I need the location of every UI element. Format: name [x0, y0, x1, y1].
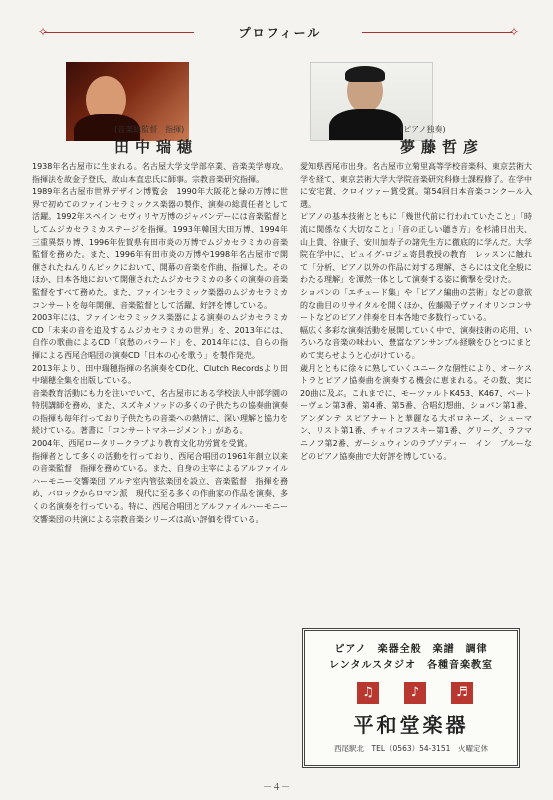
bio-paragraph: 2003年には、ファインセラミックス楽器による演奏のムジカセラミカCD「未来の音を追及するムジカセラミカの世界」を、2013年には、自作の歌曲によるCD「哀愁のバラード」を、2014年には、自らの指揮による西尾合唱団の演奏CD「日本の心を歌う」を製作発売。 — [32, 313, 288, 360]
conductor-bio — [32, 161, 288, 526]
bio-paragraph: ショパンの「エチュード集」や「ピアノ編曲の芸術」などの意欲的な曲目のリサイタルを開くほか、佐藤陽子ヴァイオリンコンサートなどのピアノ伴奏を日本各地で多数行っている。 — [300, 287, 532, 323]
page-number: －４－ — [262, 783, 290, 793]
conductor-role: (音楽総監督 指揮) — [114, 125, 185, 134]
bio-paragraph: 1938年名古屋市に生まれる。名古屋大学文学部卒業、音楽美学専攻。指揮法を故金子登氏、故山本直忠氏に師事。宗教音楽研究指揮。 — [32, 162, 288, 184]
guitar-icon: ♪ — [404, 682, 426, 704]
bio-paragraph: 2013年より、田中瑞穂指揮の名演奏をCD化、Clutch Recordsより田中瑞穂全集を出版している。 — [32, 363, 288, 386]
portrait-hair — [345, 66, 385, 82]
bio-paragraph: ピアノの基本技術とともに「幾世代前に行われていたこと」「時流に関係なく大切なこと」「音の正しい聴き方」を杉浦日出夫、山上貴、谷康子、安川加寿子の諸先生方に徹底的に学んだ。大学院在学中に、ピュイグ-ロジェ寄員教授の教育 レッスンに触れて「分析、ピアノ以外の作品に対する理解、さらには文化全般にわたる理解」を渾然一体として演奏する姿に衝撃を受けた。 — [300, 212, 532, 285]
ad-icon-row — [357, 682, 473, 704]
music-notes-icon: ♬ — [451, 682, 473, 704]
page-title: プロフィール — [238, 26, 322, 40]
bio-paragraph: 指揮者として多くの活動を行っており、西尾合唱団の1961年創立以来の音楽監督 指揮を務めている。また、自身の主宰によるアルファイルハーモニー交響楽団 アルテ室内管弦楽団を設立、音楽監督 指揮を務め、バロックからロマン派 現代に至る多くの作曲家の作品を演奏、多くの名演奏を行っている。特に、西尾合唱団とアルファイルハーモニー交響楽団の共演による宗教音楽シリーズは高い評価を得ている。 — [32, 451, 288, 524]
shop-address: 西尾駅北 TEL（0563）54-3151 火曜定休 — [334, 744, 488, 753]
page-header — [0, 18, 553, 48]
bio-paragraph: 1989年名古屋市世界デザイン博覧会 1990年大阪花と緑の万博に世界で初めてのファインセラミックス楽器の製作、演奏の総責任者として活躍。1992年スペイン セヴィリヤ万博のジャパンデーには音楽監督としてムジカセラミカステージを指揮。1993年韓国大田万博、1994年三重異祭り博、1996年佐賀県有田市炎の万博でムジカセラミカの音楽監督を務めた。また、1996年有田市炎の万博や1998年名古屋市で開催されたねんりんピックにおいて、開幕の音楽を作曲、指揮した。そのほか、日本各地において開催されたムジカセラミカの多くの演奏の音楽監督をすべて務めた。また、ファインセラミック楽器のムジカセラミカコンサートを毎年開催、音楽監督として活躍、好評を博している。 — [32, 187, 288, 310]
piano-icon: ♫ — [357, 682, 379, 704]
pianist-role: (ピアノ独奏) — [400, 125, 446, 134]
header-rule-right — [362, 32, 512, 33]
bio-paragraph: 音楽教育活動にも力を注いでいて、名古屋市にある学校法人中部学園の特別講師を務め、また、スズキメソッドの多くの子供たちの協奏曲演奏の指揮も毎年行っており子供たちの音楽への熱情に、深い理解と協力を続けている。著書に「コンサートマネージメント」がある。 — [32, 388, 288, 436]
shop-advertisement — [302, 628, 520, 768]
ornament-icon: ✧ — [508, 25, 520, 39]
ornament-icon: ✧ — [37, 25, 49, 39]
bio-paragraph: 歳月とともに徐々に熟していくユニークな個性により、オーケストラとピアノ協奏曲を演奏する機会に恵まれる。その数、実に20曲に及ぶ。これまでに、モーツァルトK453、K467、ベートーヴェン第3番、第4番、第5番、合唱幻想曲、ショパン第1番、アンダンテ スピアナートと華麗なる大ポロネーズ、シューマン、リスト第1番、チャイコフスキー第1番、グリーグ、ラフマニノフ第2番、ガーシュウィンのラプソディー イン ブルーなどのピアノ協奏曲で大好評を博している。 — [300, 363, 532, 461]
ad-services-line2: レンタルスタジオ 各種音楽教室 — [328, 660, 494, 671]
bio-paragraph: 愛知県西尾市出身。名古屋市立菊里高等学校音楽科、東京芸術大学を経て、東京芸術大学大学院音楽研究科修士課程修了。在学中に安宅賞、クロイツァー賞受賞。第54回日本音楽コンクール入選。 — [300, 162, 532, 209]
pianist-bio — [300, 161, 532, 463]
header-rule-left — [44, 32, 194, 33]
bio-paragraph: 2004年、西尾ロータリークラブより教育文化功労賞を受賞。 — [32, 439, 253, 449]
pianist-name: 夢藤哲彦 — [400, 138, 485, 156]
conductor-name: 田中瑞穂 — [114, 138, 199, 156]
ad-services-line1: ピアノ 楽器全般 楽譜 調律 — [334, 644, 488, 655]
shop-name: 平和堂楽器 — [353, 713, 469, 737]
bio-paragraph: 幅広く多彩な演奏活動を展開していく中で、演奏技術の応用、いろいろな音楽の味わい、豊富なアンサンブル経験をひとつにまとめて実らせようと心がけている。 — [300, 325, 532, 360]
portrait-body — [329, 109, 403, 141]
